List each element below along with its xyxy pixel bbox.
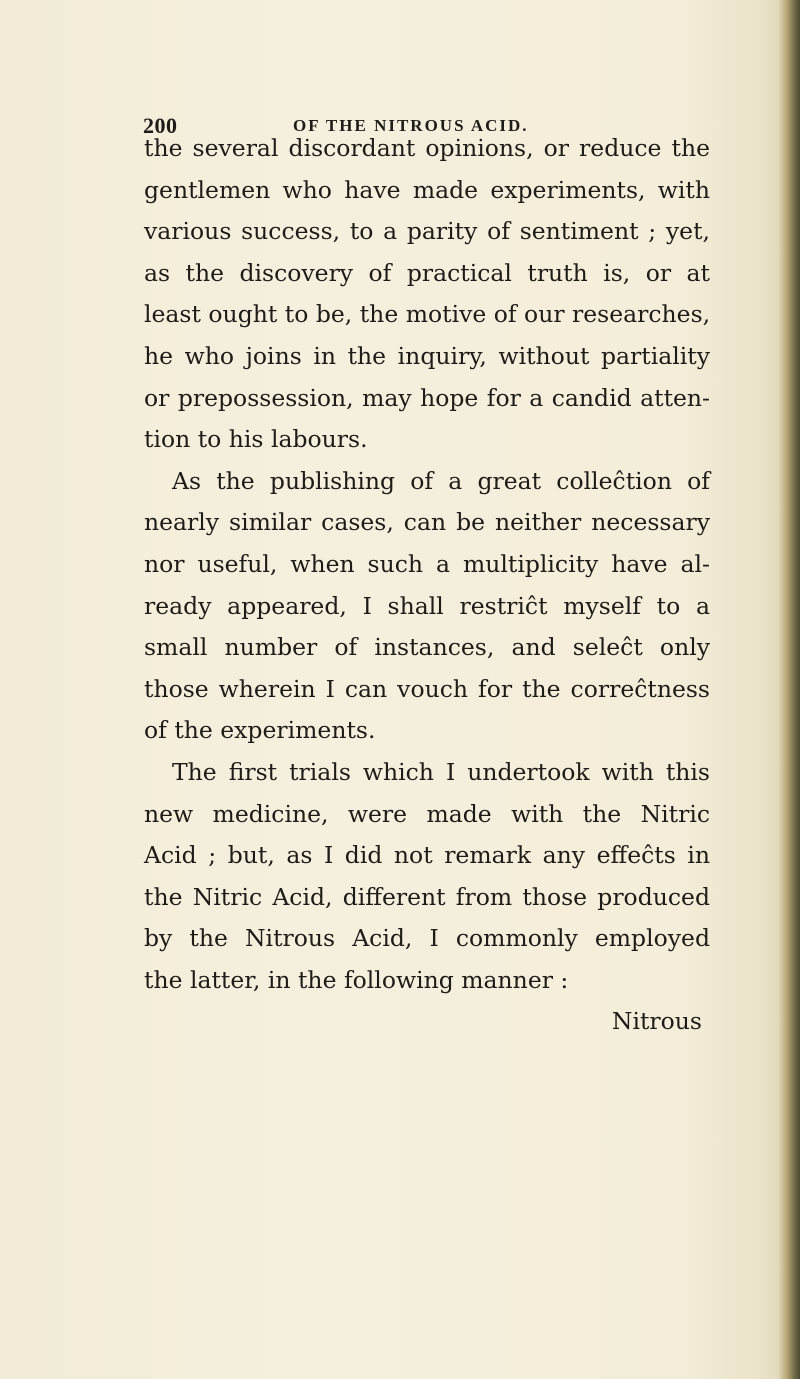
text-line: those wherein I can vouch for the correĉtness: [144, 674, 710, 703]
text-line: least ought to be, the motive of our researches,: [144, 300, 711, 329]
paragraph-start-line: As the publishing of a great colleĉtion of: [172, 466, 710, 495]
text-line: or prepossession, may hope for a candid atten-: [144, 383, 710, 412]
catchword: Nitrous: [611, 1007, 702, 1036]
text-line: small number of instances, and seleĉt only: [144, 633, 710, 662]
text-line: he who joins in the inquiry, without partiality: [144, 341, 710, 370]
body-text: [144, 128, 710, 1043]
text-line: Acid ; but, as I did not remark any effeĉts in: [144, 841, 710, 870]
text-line: as the discovery of practical truth is, or at: [144, 258, 710, 287]
text-line: new medicine, were made with the Nitric: [144, 799, 710, 828]
paragraph-end-line: the latter, in the following manner :: [144, 965, 569, 994]
text-line: the several discordant opinions, or reduce the: [144, 134, 710, 162]
text-line: ready appeared, I shall restriĉt myself to a: [144, 591, 710, 620]
page-edge-shadow: [778, 0, 800, 1379]
paragraph-start-line: The first trials which I undertook with this: [172, 757, 710, 786]
text-line: by the Nitrous Acid, I commonly employed: [144, 924, 710, 953]
text-line: various success, to a parity of sentiment ; yet,: [144, 217, 710, 246]
paragraph-end-line: of the experiments.: [144, 716, 376, 745]
text-line: gentlemen who have made experiments, with: [144, 175, 710, 204]
paragraph-end-line: tion to his labours.: [144, 425, 368, 454]
text-line: the Nitric Acid, different from those produced: [144, 882, 710, 911]
text-line: nearly similar cases, can be neither necessary: [144, 508, 710, 537]
text-line: nor useful, when such a multiplicity have al-: [144, 549, 710, 578]
running-title: OF THE NITROUS ACID.: [293, 116, 529, 135]
page-number: 200: [143, 113, 178, 138]
